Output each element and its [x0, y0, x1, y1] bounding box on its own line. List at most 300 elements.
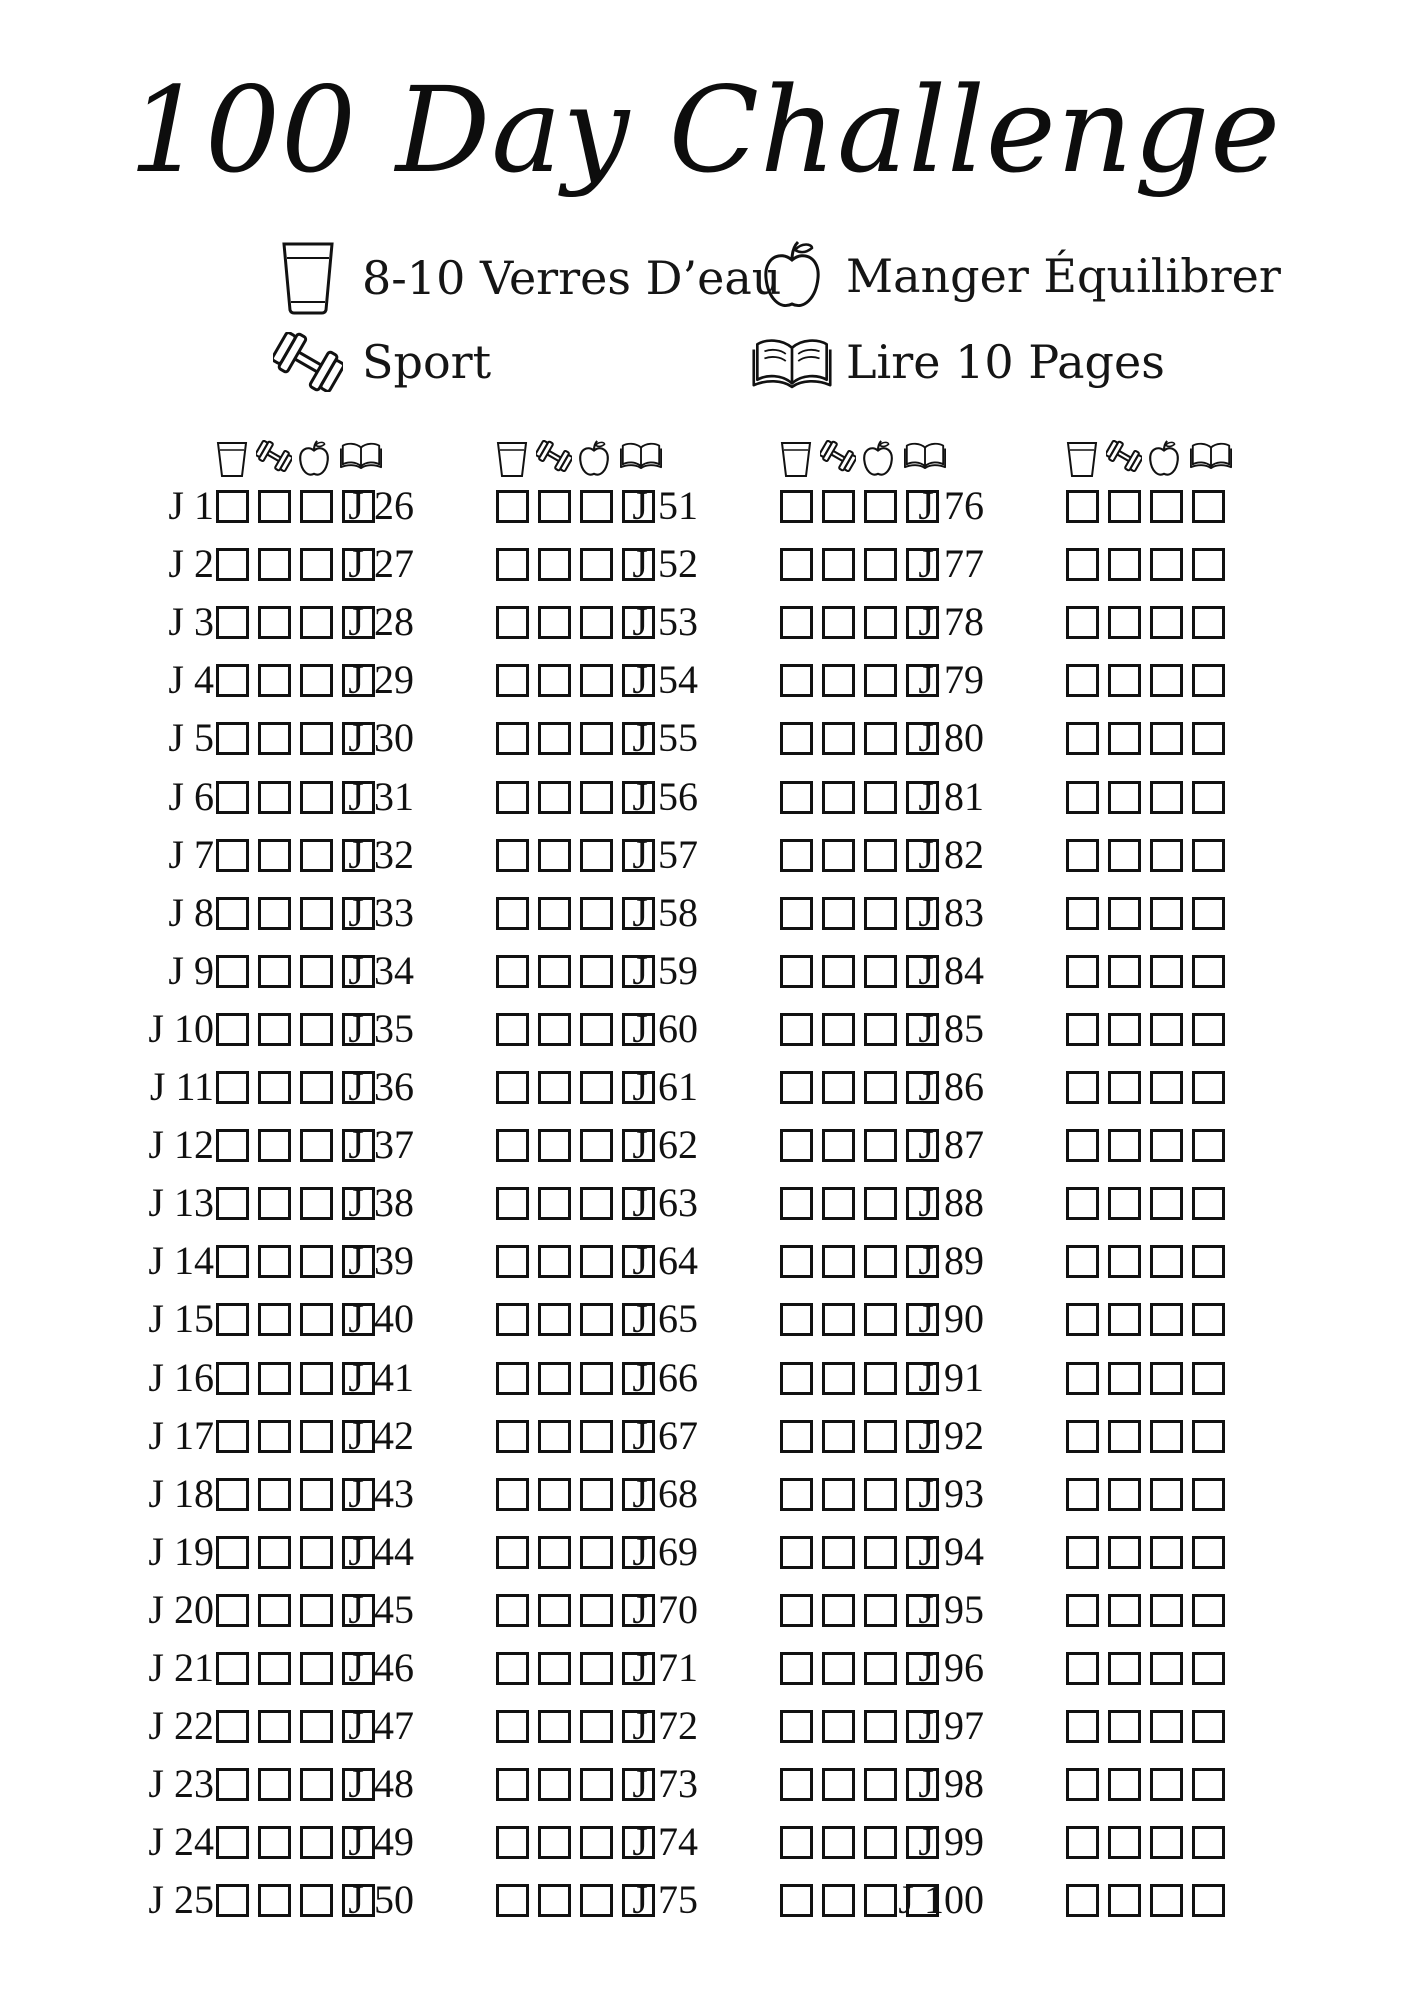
checkbox-open-book[interactable] — [1192, 1594, 1225, 1627]
checkbox-apple[interactable] — [864, 1420, 897, 1453]
checkbox-water-glass[interactable] — [496, 490, 529, 523]
checkbox-water-glass[interactable] — [1066, 548, 1099, 581]
checkbox-apple[interactable] — [1150, 955, 1183, 988]
checkbox-apple[interactable] — [864, 606, 897, 639]
checkbox-water-glass[interactable] — [780, 606, 813, 639]
checkbox-dumbbell[interactable] — [258, 1710, 291, 1743]
checkbox-water-glass[interactable] — [216, 1129, 249, 1162]
checkbox-dumbbell[interactable] — [1108, 1826, 1141, 1859]
checkbox-open-book[interactable] — [1192, 1245, 1225, 1278]
checkbox-open-book[interactable] — [1192, 1013, 1225, 1046]
checkbox-apple[interactable] — [580, 1826, 613, 1859]
checkbox-dumbbell[interactable] — [822, 722, 855, 755]
checkbox-apple[interactable] — [1150, 606, 1183, 639]
checkbox-water-glass[interactable] — [496, 1884, 529, 1917]
checkbox-dumbbell[interactable] — [538, 722, 571, 755]
checkbox-dumbbell[interactable] — [1108, 490, 1141, 523]
checkbox-dumbbell[interactable] — [822, 897, 855, 930]
checkbox-apple[interactable] — [864, 1071, 897, 1104]
checkbox-dumbbell[interactable] — [258, 1536, 291, 1569]
checkbox-dumbbell[interactable] — [1108, 839, 1141, 872]
checkbox-water-glass[interactable] — [1066, 1187, 1099, 1220]
checkbox-water-glass[interactable] — [216, 1245, 249, 1278]
checkbox-water-glass[interactable] — [780, 781, 813, 814]
checkbox-apple[interactable] — [580, 1768, 613, 1801]
checkbox-water-glass[interactable] — [780, 1129, 813, 1162]
checkbox-open-book[interactable] — [1192, 548, 1225, 581]
checkbox-apple[interactable] — [864, 1478, 897, 1511]
checkbox-dumbbell[interactable] — [258, 1303, 291, 1336]
checkbox-dumbbell[interactable] — [1108, 1884, 1141, 1917]
checkbox-water-glass[interactable] — [780, 1594, 813, 1627]
checkbox-water-glass[interactable] — [216, 839, 249, 872]
checkbox-water-glass[interactable] — [1066, 1362, 1099, 1395]
checkbox-apple[interactable] — [1150, 1245, 1183, 1278]
checkbox-dumbbell[interactable] — [258, 1420, 291, 1453]
checkbox-apple[interactable] — [1150, 490, 1183, 523]
checkbox-open-book[interactable] — [1192, 781, 1225, 814]
checkbox-dumbbell[interactable] — [822, 1768, 855, 1801]
checkbox-water-glass[interactable] — [1066, 1478, 1099, 1511]
checkbox-open-book[interactable] — [1192, 1768, 1225, 1801]
checkbox-water-glass[interactable] — [1066, 1710, 1099, 1743]
checkbox-dumbbell[interactable] — [258, 781, 291, 814]
checkbox-water-glass[interactable] — [780, 1013, 813, 1046]
checkbox-water-glass[interactable] — [216, 1826, 249, 1859]
checkbox-water-glass[interactable] — [496, 955, 529, 988]
checkbox-apple[interactable] — [864, 722, 897, 755]
checkbox-apple[interactable] — [580, 839, 613, 872]
checkbox-dumbbell[interactable] — [822, 1652, 855, 1685]
checkbox-apple[interactable] — [580, 1652, 613, 1685]
checkbox-water-glass[interactable] — [216, 722, 249, 755]
checkbox-apple[interactable] — [1150, 897, 1183, 930]
checkbox-apple[interactable] — [864, 548, 897, 581]
checkbox-water-glass[interactable] — [1066, 1536, 1099, 1569]
checkbox-apple[interactable] — [1150, 1187, 1183, 1220]
checkbox-dumbbell[interactable] — [1108, 1245, 1141, 1278]
checkbox-water-glass[interactable] — [780, 548, 813, 581]
checkbox-dumbbell[interactable] — [822, 1884, 855, 1917]
checkbox-apple[interactable] — [580, 490, 613, 523]
checkbox-water-glass[interactable] — [216, 1362, 249, 1395]
checkbox-apple[interactable] — [580, 1536, 613, 1569]
checkbox-water-glass[interactable] — [780, 1710, 813, 1743]
checkbox-water-glass[interactable] — [216, 490, 249, 523]
checkbox-dumbbell[interactable] — [1108, 1303, 1141, 1336]
checkbox-dumbbell[interactable] — [258, 1884, 291, 1917]
checkbox-dumbbell[interactable] — [1108, 1013, 1141, 1046]
checkbox-dumbbell[interactable] — [258, 722, 291, 755]
checkbox-open-book[interactable] — [1192, 722, 1225, 755]
checkbox-dumbbell[interactable] — [538, 1362, 571, 1395]
checkbox-water-glass[interactable] — [496, 1652, 529, 1685]
checkbox-dumbbell[interactable] — [822, 1478, 855, 1511]
checkbox-dumbbell[interactable] — [538, 1420, 571, 1453]
checkbox-dumbbell[interactable] — [1108, 722, 1141, 755]
checkbox-water-glass[interactable] — [496, 664, 529, 697]
checkbox-open-book[interactable] — [1192, 1536, 1225, 1569]
checkbox-dumbbell[interactable] — [1108, 1129, 1141, 1162]
checkbox-dumbbell[interactable] — [1108, 664, 1141, 697]
checkbox-water-glass[interactable] — [496, 1071, 529, 1104]
checkbox-water-glass[interactable] — [1066, 1420, 1099, 1453]
checkbox-dumbbell[interactable] — [258, 490, 291, 523]
checkbox-dumbbell[interactable] — [258, 1652, 291, 1685]
checkbox-water-glass[interactable] — [780, 1826, 813, 1859]
checkbox-dumbbell[interactable] — [822, 1245, 855, 1278]
checkbox-dumbbell[interactable] — [1108, 1478, 1141, 1511]
checkbox-water-glass[interactable] — [496, 1420, 529, 1453]
checkbox-water-glass[interactable] — [216, 781, 249, 814]
checkbox-apple[interactable] — [1150, 1478, 1183, 1511]
checkbox-dumbbell[interactable] — [822, 839, 855, 872]
checkbox-water-glass[interactable] — [496, 606, 529, 639]
checkbox-apple[interactable] — [1150, 839, 1183, 872]
checkbox-water-glass[interactable] — [1066, 1303, 1099, 1336]
checkbox-water-glass[interactable] — [216, 1013, 249, 1046]
checkbox-dumbbell[interactable] — [258, 1594, 291, 1627]
checkbox-open-book[interactable] — [1192, 1420, 1225, 1453]
checkbox-apple[interactable] — [864, 781, 897, 814]
checkbox-water-glass[interactable] — [780, 1768, 813, 1801]
checkbox-dumbbell[interactable] — [538, 1129, 571, 1162]
checkbox-dumbbell[interactable] — [1108, 1710, 1141, 1743]
checkbox-dumbbell[interactable] — [258, 897, 291, 930]
checkbox-dumbbell[interactable] — [538, 839, 571, 872]
checkbox-water-glass[interactable] — [216, 897, 249, 930]
checkbox-apple[interactable] — [1150, 1768, 1183, 1801]
checkbox-apple[interactable] — [864, 1013, 897, 1046]
checkbox-open-book[interactable] — [1192, 1710, 1225, 1743]
checkbox-water-glass[interactable] — [496, 781, 529, 814]
checkbox-dumbbell[interactable] — [538, 1245, 571, 1278]
checkbox-water-glass[interactable] — [780, 1362, 813, 1395]
checkbox-open-book[interactable] — [1192, 897, 1225, 930]
checkbox-apple[interactable] — [580, 1245, 613, 1278]
checkbox-apple[interactable] — [580, 1478, 613, 1511]
checkbox-water-glass[interactable] — [496, 548, 529, 581]
checkbox-water-glass[interactable] — [496, 897, 529, 930]
checkbox-dumbbell[interactable] — [1108, 1420, 1141, 1453]
checkbox-apple[interactable] — [580, 1013, 613, 1046]
checkbox-water-glass[interactable] — [1066, 1129, 1099, 1162]
checkbox-water-glass[interactable] — [216, 1710, 249, 1743]
checkbox-dumbbell[interactable] — [1108, 548, 1141, 581]
checkbox-dumbbell[interactable] — [258, 839, 291, 872]
checkbox-water-glass[interactable] — [216, 1071, 249, 1104]
checkbox-dumbbell[interactable] — [822, 1826, 855, 1859]
checkbox-apple[interactable] — [864, 664, 897, 697]
checkbox-open-book[interactable] — [1192, 1884, 1225, 1917]
checkbox-water-glass[interactable] — [216, 1884, 249, 1917]
checkbox-apple[interactable] — [580, 1710, 613, 1743]
checkbox-water-glass[interactable] — [1066, 839, 1099, 872]
checkbox-water-glass[interactable] — [216, 664, 249, 697]
checkbox-dumbbell[interactable] — [822, 490, 855, 523]
checkbox-water-glass[interactable] — [496, 839, 529, 872]
checkbox-water-glass[interactable] — [216, 1536, 249, 1569]
checkbox-water-glass[interactable] — [216, 1652, 249, 1685]
checkbox-apple[interactable] — [1150, 1710, 1183, 1743]
checkbox-water-glass[interactable] — [216, 1594, 249, 1627]
checkbox-apple[interactable] — [580, 1187, 613, 1220]
checkbox-apple[interactable] — [1150, 548, 1183, 581]
checkbox-water-glass[interactable] — [496, 1362, 529, 1395]
checkbox-dumbbell[interactable] — [822, 1071, 855, 1104]
checkbox-open-book[interactable] — [1192, 1652, 1225, 1685]
checkbox-apple[interactable] — [1150, 1129, 1183, 1162]
checkbox-dumbbell[interactable] — [538, 1187, 571, 1220]
checkbox-water-glass[interactable] — [216, 1478, 249, 1511]
checkbox-apple[interactable] — [864, 1362, 897, 1395]
checkbox-apple[interactable] — [1150, 1303, 1183, 1336]
checkbox-water-glass[interactable] — [1066, 1245, 1099, 1278]
checkbox-water-glass[interactable] — [216, 955, 249, 988]
checkbox-dumbbell[interactable] — [258, 955, 291, 988]
checkbox-water-glass[interactable] — [1066, 1884, 1099, 1917]
checkbox-apple[interactable] — [864, 1826, 897, 1859]
checkbox-dumbbell[interactable] — [822, 1536, 855, 1569]
checkbox-water-glass[interactable] — [780, 1652, 813, 1685]
checkbox-water-glass[interactable] — [216, 1768, 249, 1801]
checkbox-apple[interactable] — [864, 1652, 897, 1685]
checkbox-dumbbell[interactable] — [538, 781, 571, 814]
checkbox-dumbbell[interactable] — [258, 1826, 291, 1859]
checkbox-dumbbell[interactable] — [258, 1129, 291, 1162]
checkbox-apple[interactable] — [864, 955, 897, 988]
checkbox-open-book[interactable] — [1192, 490, 1225, 523]
checkbox-apple[interactable] — [580, 1129, 613, 1162]
checkbox-water-glass[interactable] — [1066, 1013, 1099, 1046]
checkbox-dumbbell[interactable] — [538, 1652, 571, 1685]
checkbox-water-glass[interactable] — [780, 1071, 813, 1104]
checkbox-water-glass[interactable] — [780, 1478, 813, 1511]
checkbox-dumbbell[interactable] — [822, 1303, 855, 1336]
checkbox-apple[interactable] — [1150, 1013, 1183, 1046]
checkbox-water-glass[interactable] — [1066, 781, 1099, 814]
checkbox-apple[interactable] — [580, 1362, 613, 1395]
checkbox-apple[interactable] — [864, 490, 897, 523]
checkbox-apple[interactable] — [1150, 722, 1183, 755]
checkbox-dumbbell[interactable] — [258, 1478, 291, 1511]
checkbox-water-glass[interactable] — [1066, 664, 1099, 697]
checkbox-water-glass[interactable] — [496, 1303, 529, 1336]
checkbox-apple[interactable] — [864, 897, 897, 930]
checkbox-water-glass[interactable] — [1066, 1768, 1099, 1801]
checkbox-water-glass[interactable] — [216, 1303, 249, 1336]
checkbox-dumbbell[interactable] — [1108, 1652, 1141, 1685]
checkbox-dumbbell[interactable] — [822, 548, 855, 581]
checkbox-apple[interactable] — [1150, 781, 1183, 814]
checkbox-apple[interactable] — [1150, 1652, 1183, 1685]
checkbox-water-glass[interactable] — [496, 1013, 529, 1046]
checkbox-water-glass[interactable] — [780, 722, 813, 755]
checkbox-dumbbell[interactable] — [538, 1536, 571, 1569]
checkbox-apple[interactable] — [864, 1129, 897, 1162]
checkbox-apple[interactable] — [580, 722, 613, 755]
checkbox-water-glass[interactable] — [496, 1826, 529, 1859]
checkbox-apple[interactable] — [864, 1884, 897, 1917]
checkbox-apple[interactable] — [1150, 1826, 1183, 1859]
checkbox-apple[interactable] — [864, 839, 897, 872]
checkbox-dumbbell[interactable] — [538, 1768, 571, 1801]
checkbox-dumbbell[interactable] — [1108, 781, 1141, 814]
checkbox-apple[interactable] — [580, 897, 613, 930]
checkbox-dumbbell[interactable] — [538, 1710, 571, 1743]
checkbox-dumbbell[interactable] — [822, 664, 855, 697]
checkbox-dumbbell[interactable] — [1108, 955, 1141, 988]
checkbox-water-glass[interactable] — [496, 1478, 529, 1511]
checkbox-apple[interactable] — [864, 1187, 897, 1220]
checkbox-open-book[interactable] — [1192, 664, 1225, 697]
checkbox-dumbbell[interactable] — [822, 1013, 855, 1046]
checkbox-water-glass[interactable] — [780, 839, 813, 872]
checkbox-water-glass[interactable] — [1066, 1652, 1099, 1685]
checkbox-apple[interactable] — [580, 1420, 613, 1453]
checkbox-dumbbell[interactable] — [822, 1594, 855, 1627]
checkbox-water-glass[interactable] — [216, 606, 249, 639]
checkbox-dumbbell[interactable] — [258, 548, 291, 581]
checkbox-dumbbell[interactable] — [1108, 1768, 1141, 1801]
checkbox-water-glass[interactable] — [780, 490, 813, 523]
checkbox-water-glass[interactable] — [496, 722, 529, 755]
checkbox-water-glass[interactable] — [496, 1710, 529, 1743]
checkbox-water-glass[interactable] — [1066, 606, 1099, 639]
checkbox-dumbbell[interactable] — [538, 897, 571, 930]
checkbox-open-book[interactable] — [1192, 839, 1225, 872]
checkbox-water-glass[interactable] — [1066, 897, 1099, 930]
checkbox-apple[interactable] — [864, 1710, 897, 1743]
checkbox-apple[interactable] — [580, 1884, 613, 1917]
checkbox-dumbbell[interactable] — [538, 1826, 571, 1859]
checkbox-water-glass[interactable] — [1066, 1826, 1099, 1859]
checkbox-water-glass[interactable] — [1066, 1594, 1099, 1627]
checkbox-open-book[interactable] — [1192, 955, 1225, 988]
checkbox-water-glass[interactable] — [780, 1884, 813, 1917]
checkbox-dumbbell[interactable] — [1108, 897, 1141, 930]
checkbox-apple[interactable] — [580, 1594, 613, 1627]
checkbox-water-glass[interactable] — [780, 1303, 813, 1336]
checkbox-apple[interactable] — [864, 1245, 897, 1278]
checkbox-apple[interactable] — [580, 548, 613, 581]
checkbox-water-glass[interactable] — [1066, 490, 1099, 523]
checkbox-open-book[interactable] — [1192, 606, 1225, 639]
checkbox-apple[interactable] — [1150, 1071, 1183, 1104]
checkbox-open-book[interactable] — [1192, 1071, 1225, 1104]
checkbox-apple[interactable] — [1150, 1536, 1183, 1569]
checkbox-dumbbell[interactable] — [822, 1362, 855, 1395]
checkbox-water-glass[interactable] — [780, 1536, 813, 1569]
checkbox-dumbbell[interactable] — [258, 1362, 291, 1395]
checkbox-dumbbell[interactable] — [538, 548, 571, 581]
checkbox-dumbbell[interactable] — [258, 1245, 291, 1278]
checkbox-water-glass[interactable] — [1066, 1071, 1099, 1104]
checkbox-dumbbell[interactable] — [822, 606, 855, 639]
checkbox-water-glass[interactable] — [216, 548, 249, 581]
checkbox-dumbbell[interactable] — [538, 664, 571, 697]
checkbox-dumbbell[interactable] — [1108, 606, 1141, 639]
checkbox-dumbbell[interactable] — [822, 955, 855, 988]
checkbox-dumbbell[interactable] — [258, 1768, 291, 1801]
checkbox-dumbbell[interactable] — [1108, 1071, 1141, 1104]
checkbox-apple[interactable] — [580, 1071, 613, 1104]
checkbox-dumbbell[interactable] — [538, 1478, 571, 1511]
checkbox-water-glass[interactable] — [780, 1245, 813, 1278]
checkbox-water-glass[interactable] — [496, 1129, 529, 1162]
checkbox-apple[interactable] — [1150, 1362, 1183, 1395]
checkbox-open-book[interactable] — [1192, 1478, 1225, 1511]
checkbox-apple[interactable] — [580, 606, 613, 639]
checkbox-open-book[interactable] — [1192, 1303, 1225, 1336]
checkbox-apple[interactable] — [1150, 664, 1183, 697]
checkbox-apple[interactable] — [580, 1303, 613, 1336]
checkbox-dumbbell[interactable] — [258, 664, 291, 697]
checkbox-dumbbell[interactable] — [822, 781, 855, 814]
checkbox-dumbbell[interactable] — [258, 1071, 291, 1104]
checkbox-apple[interactable] — [1150, 1420, 1183, 1453]
checkbox-apple[interactable] — [864, 1768, 897, 1801]
checkbox-dumbbell[interactable] — [1108, 1362, 1141, 1395]
checkbox-water-glass[interactable] — [780, 664, 813, 697]
checkbox-dumbbell[interactable] — [1108, 1536, 1141, 1569]
checkbox-apple[interactable] — [580, 664, 613, 697]
checkbox-water-glass[interactable] — [496, 1536, 529, 1569]
checkbox-water-glass[interactable] — [496, 1768, 529, 1801]
checkbox-open-book[interactable] — [1192, 1362, 1225, 1395]
checkbox-apple[interactable] — [864, 1536, 897, 1569]
checkbox-dumbbell[interactable] — [538, 1594, 571, 1627]
checkbox-dumbbell[interactable] — [258, 606, 291, 639]
checkbox-dumbbell[interactable] — [1108, 1187, 1141, 1220]
checkbox-water-glass[interactable] — [780, 1420, 813, 1453]
checkbox-water-glass[interactable] — [496, 1187, 529, 1220]
checkbox-dumbbell[interactable] — [538, 1884, 571, 1917]
checkbox-dumbbell[interactable] — [538, 490, 571, 523]
checkbox-apple[interactable] — [864, 1303, 897, 1336]
checkbox-open-book[interactable] — [1192, 1129, 1225, 1162]
checkbox-dumbbell[interactable] — [822, 1710, 855, 1743]
checkbox-dumbbell[interactable] — [538, 1071, 571, 1104]
checkbox-apple[interactable] — [1150, 1884, 1183, 1917]
checkbox-dumbbell[interactable] — [538, 1013, 571, 1046]
checkbox-open-book[interactable] — [1192, 1826, 1225, 1859]
checkbox-dumbbell[interactable] — [822, 1420, 855, 1453]
checkbox-dumbbell[interactable] — [822, 1187, 855, 1220]
checkbox-water-glass[interactable] — [496, 1245, 529, 1278]
checkbox-open-book[interactable] — [1192, 1187, 1225, 1220]
checkbox-dumbbell[interactable] — [538, 606, 571, 639]
checkbox-water-glass[interactable] — [780, 955, 813, 988]
checkbox-water-glass[interactable] — [1066, 955, 1099, 988]
checkbox-apple[interactable] — [1150, 1594, 1183, 1627]
checkbox-apple[interactable] — [864, 1594, 897, 1627]
checkbox-dumbbell[interactable] — [258, 1013, 291, 1046]
checkbox-water-glass[interactable] — [216, 1187, 249, 1220]
checkbox-water-glass[interactable] — [216, 1420, 249, 1453]
checkbox-water-glass[interactable] — [1066, 722, 1099, 755]
checkbox-dumbbell[interactable] — [822, 1129, 855, 1162]
checkbox-water-glass[interactable] — [496, 1594, 529, 1627]
checkbox-water-glass[interactable] — [780, 897, 813, 930]
checkbox-dumbbell[interactable] — [538, 1303, 571, 1336]
checkbox-water-glass[interactable] — [780, 1187, 813, 1220]
checkbox-apple[interactable] — [580, 781, 613, 814]
checkbox-dumbbell[interactable] — [258, 1187, 291, 1220]
checkbox-apple[interactable] — [580, 955, 613, 988]
checkbox-dumbbell[interactable] — [538, 955, 571, 988]
checkbox-dumbbell[interactable] — [1108, 1594, 1141, 1627]
